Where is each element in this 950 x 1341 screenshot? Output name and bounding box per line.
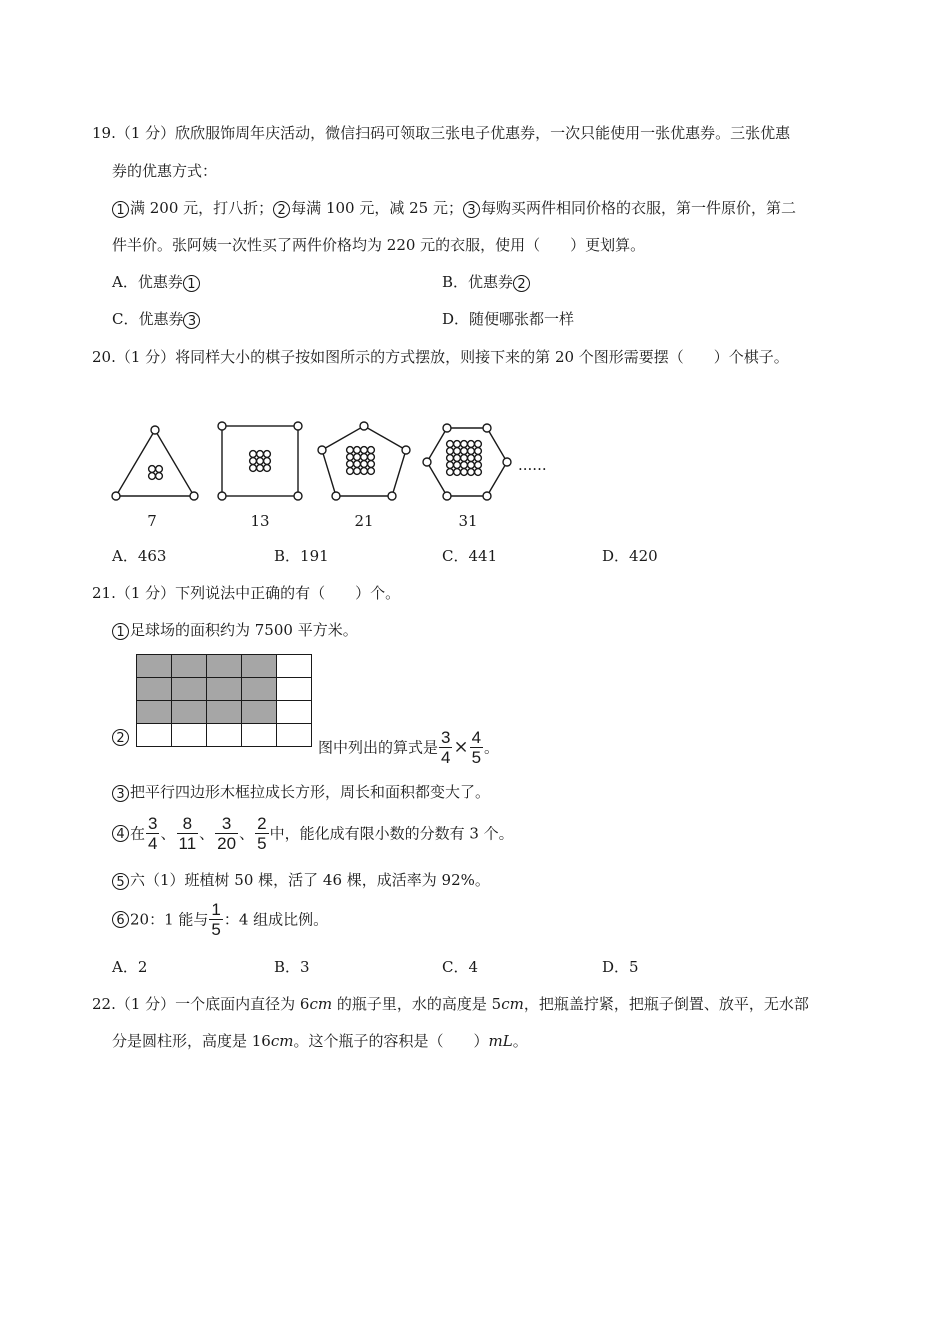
circled-number: 1 <box>112 201 129 218</box>
stem-text: 。 <box>512 1032 528 1050</box>
circled-number: 6 <box>112 911 129 928</box>
chess-piece <box>218 422 226 430</box>
chess-piece <box>402 446 410 454</box>
stem-text: 分是圆柱形，高度是 16 <box>112 1032 271 1050</box>
chess-piece <box>423 458 431 466</box>
q21-option-c[interactable]: C．4 <box>442 958 479 976</box>
stem-text: 。这个瓶子的容积是（ ） <box>293 1032 489 1050</box>
q21-statement-1 <box>112 620 358 640</box>
figure-label-1: 7 <box>147 512 157 530</box>
figure-label-2: 13 <box>250 512 270 530</box>
statement-text: 在 <box>130 824 146 843</box>
option-label: B．优惠券 <box>442 273 514 291</box>
chess-piece <box>443 492 451 500</box>
chess-piece <box>388 492 396 500</box>
denominator: 4 <box>441 748 451 767</box>
pentagon-inner-pieces <box>347 447 375 475</box>
hexagon-shape <box>427 428 507 496</box>
denominator: 5 <box>211 920 221 939</box>
stem-text: ，把瓶盖拧紧，把瓶子倒置、放平，无水部 <box>523 995 809 1013</box>
circled-number: 2 <box>112 729 129 746</box>
statement-text: 20：1 能与 <box>130 910 209 929</box>
separator: 、 <box>239 824 255 843</box>
numerator: 4 <box>471 728 482 747</box>
times-sign: × <box>453 736 469 758</box>
punctuation: 。 <box>484 738 500 757</box>
chess-piece <box>149 466 156 473</box>
unit-cm: cm <box>501 995 524 1013</box>
q21-statement-2 <box>112 726 130 746</box>
pattern-ellipsis: ...... <box>518 456 547 474</box>
q19-stem-line1: 19.（1 分）欣欣服饰周年庆活动，微信扫码可领取三张电子优惠券，一次只能使用一张优惠券。三张优惠 <box>92 124 791 142</box>
unit-cm: cm <box>270 1032 294 1050</box>
chess-piece <box>156 473 163 480</box>
chess-piece <box>294 422 302 430</box>
q21-statement-2-text <box>318 728 499 767</box>
chess-piece <box>112 492 120 500</box>
separator: 、 <box>160 824 176 843</box>
q21-option-d[interactable]: D．5 <box>602 958 639 976</box>
circled-number: 3 <box>183 312 200 329</box>
statement-text: 图中列出的算式是 <box>318 738 439 757</box>
q19-coupon-rules <box>112 198 796 218</box>
figure-label-4: 31 <box>458 512 478 530</box>
q20-pattern-figure <box>100 420 580 510</box>
fraction <box>215 814 238 853</box>
q20-option-d[interactable]: D．420 <box>602 547 658 565</box>
chess-piece <box>360 422 368 430</box>
fraction <box>209 900 222 939</box>
denominator: 20 <box>217 834 237 853</box>
circled-number: 1 <box>183 275 200 292</box>
square-shape <box>222 426 298 496</box>
fraction <box>177 814 199 853</box>
q22-stem-line1 <box>92 994 809 1014</box>
q19-option-d[interactable]: D．随便哪张都一样 <box>442 310 575 328</box>
denominator: 5 <box>257 834 267 853</box>
q21-stem: 21.（1 分）下列说法中正确的有（ ）个。 <box>92 584 401 602</box>
q21-statement-6 <box>112 900 328 939</box>
q21-option-a[interactable]: A．2 <box>112 958 148 976</box>
chess-piece <box>190 492 198 500</box>
denominator: 11 <box>178 834 197 853</box>
fraction <box>146 814 159 853</box>
stem-text: 22.（1 分）一个底面内直径为 6 <box>92 995 310 1013</box>
numerator: 3 <box>215 814 238 834</box>
chess-piece <box>332 492 340 500</box>
separator: 、 <box>199 824 215 843</box>
q19-stem-line2: 券的优惠方式： <box>112 162 218 180</box>
chess-piece <box>151 426 159 434</box>
q20-option-b[interactable]: B．191 <box>274 547 329 565</box>
hexagon-inner-pieces <box>447 441 482 476</box>
chess-piece <box>218 492 226 500</box>
denominator: 4 <box>148 834 158 853</box>
q19-option-c[interactable] <box>112 309 201 329</box>
numerator: 2 <box>257 814 267 833</box>
q21-statement-4 <box>112 814 514 853</box>
unit-ml: mL <box>488 1032 513 1050</box>
coupon-rule-2: 每满 100 元，减 25 元； <box>291 199 463 217</box>
denominator: 5 <box>471 748 482 767</box>
figure-label-3: 21 <box>354 512 374 530</box>
q22-stem-line2 <box>112 1031 528 1051</box>
fraction-grid <box>136 654 312 747</box>
fraction <box>470 728 483 767</box>
circled-number: 2 <box>513 275 530 292</box>
circled-number: 3 <box>112 785 129 802</box>
numerator: 3 <box>441 728 451 747</box>
coupon-rule-1: 满 200 元，打八折； <box>130 199 274 217</box>
q21-statement-3 <box>112 782 490 802</box>
unit-cm: cm <box>309 995 333 1013</box>
circled-number: 3 <box>463 201 480 218</box>
chess-piece <box>318 446 326 454</box>
stem-text: 的瓶子里，水的高度是 5 <box>332 995 502 1013</box>
statement-text: 六（1）班植树 50 棵，活了 46 棵，成活率为 92%。 <box>130 871 490 889</box>
circled-number: 4 <box>112 825 129 842</box>
chess-piece <box>483 492 491 500</box>
coupon-rule-3: 每购买两件相同价格的衣服，第一件原价，第二 <box>480 199 796 217</box>
fraction <box>439 728 452 767</box>
option-label: A．优惠券 <box>112 273 183 291</box>
circled-number: 5 <box>112 873 129 890</box>
numerator: 8 <box>177 814 199 834</box>
numerator: 3 <box>148 814 158 833</box>
chess-piece <box>156 466 163 473</box>
statement-text: 把平行四边形木框拉成长方形，周长和面积都变大了。 <box>130 783 491 801</box>
square-inner-pieces <box>250 451 271 472</box>
triangle-shape <box>116 430 194 496</box>
statement-text: 中，能化成有限小数的分数有 3 个。 <box>269 824 514 843</box>
q19-stem-line4: 件半价。张阿姨一次性买了两件价格均为 220 元的衣服，使用（ ）更划算。 <box>112 236 646 254</box>
q19-option-b[interactable] <box>442 272 531 292</box>
q20-option-a[interactable]: A．463 <box>112 547 167 565</box>
q20-stem: 20.（1 分）将同样大小的棋子按如图所示的方式摆放，则接下来的第 20 个图形需要摆（ ）个棋子。 <box>92 348 789 366</box>
chess-piece <box>503 458 511 466</box>
statement-text: 足球场的面积约为 7500 平方米。 <box>130 621 358 639</box>
chess-piece <box>149 473 156 480</box>
fraction <box>255 814 268 853</box>
chess-piece <box>483 424 491 432</box>
q21-option-b[interactable]: B．3 <box>274 958 310 976</box>
option-label: C．优惠券 <box>112 310 184 328</box>
q19-option-a[interactable] <box>112 272 201 292</box>
q20-option-c[interactable]: C．441 <box>442 547 498 565</box>
statement-text: ：4 组成比例。 <box>223 910 329 929</box>
circled-number: 1 <box>112 623 129 640</box>
numerator: 1 <box>211 900 221 919</box>
chess-piece <box>443 424 451 432</box>
q21-statement-5 <box>112 870 490 890</box>
circled-number: 2 <box>273 201 290 218</box>
chess-piece <box>294 492 302 500</box>
